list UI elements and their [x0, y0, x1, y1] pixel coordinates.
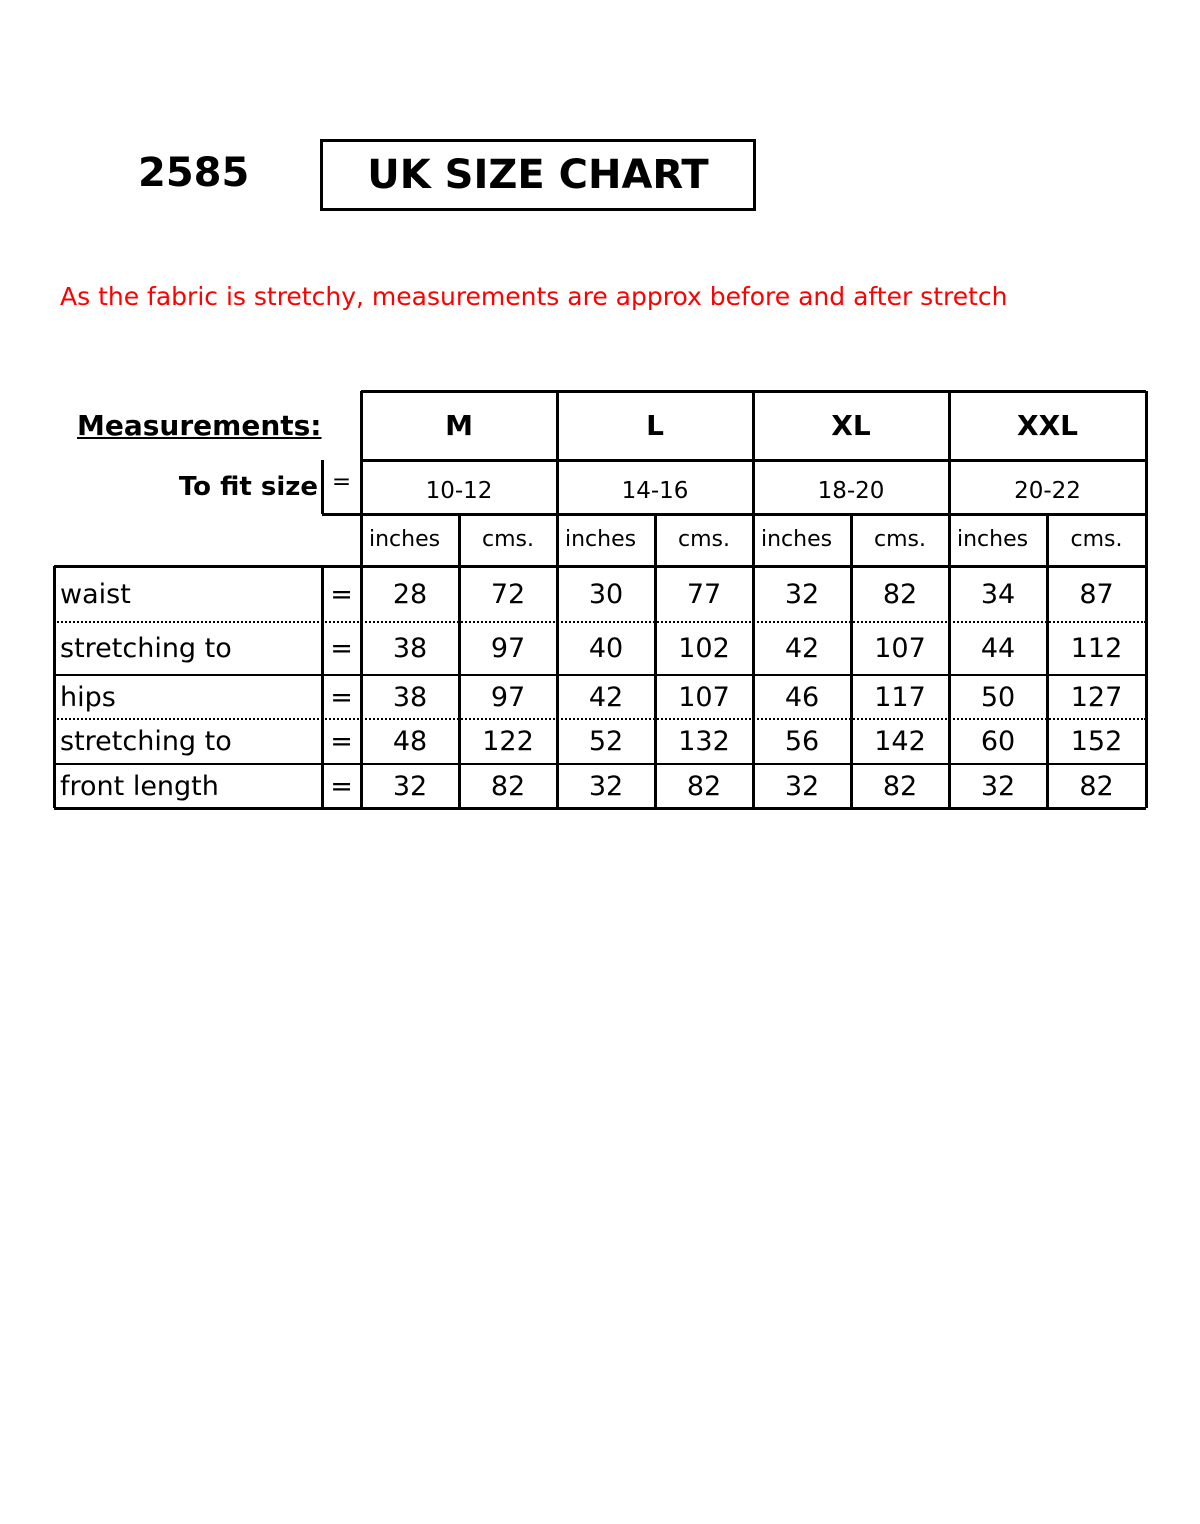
grid-line [948, 391, 951, 566]
grid-line [654, 514, 657, 566]
product-code: 2585 [138, 150, 250, 196]
row-equals: = [330, 770, 353, 802]
grid-line [654, 566, 657, 808]
unit-label: cms. [482, 527, 534, 552]
grid-line [948, 566, 951, 808]
table-cell: 82 [490, 770, 526, 802]
table-cell: 38 [392, 633, 428, 664]
table-cell: 34 [980, 578, 1016, 610]
table-cell: 32 [784, 770, 820, 802]
grid-line [54, 763, 1146, 765]
table-cell: 82 [686, 770, 722, 802]
unit-label: inches [369, 527, 441, 552]
grid-line [360, 566, 363, 808]
table-cell: 132 [678, 726, 730, 757]
table-cell: 82 [1079, 770, 1114, 802]
table-cell: 60 [980, 726, 1016, 757]
row-equals: = [330, 633, 353, 664]
table-cell: 48 [392, 726, 428, 757]
grid-line [458, 566, 461, 808]
unit-label: inches [565, 527, 637, 552]
table-cell: 122 [482, 726, 534, 757]
table-cell: 50 [980, 681, 1016, 713]
grid-line [850, 566, 853, 808]
table-cell: 42 [588, 681, 624, 713]
fit-size-label: To fit size [178, 472, 318, 502]
size-header-xl: XL [831, 408, 871, 442]
grid-line [1046, 514, 1049, 566]
grid-line [54, 718, 1146, 720]
size-header-m: M [445, 408, 473, 442]
grid-line [458, 514, 461, 566]
fit-size-xl: 18-20 [817, 477, 885, 504]
unit-label: inches [957, 527, 1029, 552]
size-header-l: L [646, 408, 664, 442]
unit-label: cms. [874, 527, 926, 552]
unit-label: cms. [678, 527, 730, 552]
row-equals: = [330, 578, 353, 610]
grid-line [1046, 566, 1049, 808]
table-cell: 56 [784, 726, 820, 757]
table-cell: 97 [490, 633, 526, 664]
unit-label: inches [761, 527, 833, 552]
grid-line [1145, 566, 1148, 808]
stretch-note: As the fabric is stretchy, measurements are approx before and after stretch [60, 282, 1008, 311]
table-cell: 40 [588, 633, 624, 664]
table-cell: 97 [490, 681, 526, 713]
grid-line [53, 566, 56, 808]
table-cell: 28 [392, 578, 428, 610]
table-cell: 127 [1070, 681, 1123, 713]
table-cell: 82 [882, 578, 918, 610]
row-label: front length [60, 770, 219, 802]
unit-label: cms. [1070, 527, 1123, 552]
grid-line [54, 807, 1146, 810]
table-cell: 44 [980, 633, 1016, 664]
row-label: waist [60, 578, 131, 610]
row-label: stretching to [60, 633, 232, 664]
table-cell: 42 [784, 633, 820, 664]
grid-line [54, 565, 1146, 568]
size-header-xxl: XXL [1016, 408, 1079, 442]
fit-size-equals: = [331, 468, 352, 495]
row-equals: = [330, 681, 353, 713]
table-cell: 46 [784, 681, 820, 713]
grid-line [556, 391, 559, 566]
grid-line [752, 566, 755, 808]
table-cell: 152 [1070, 726, 1123, 757]
table-cell: 117 [874, 681, 926, 713]
row-equals: = [330, 726, 353, 757]
grid-line [360, 391, 363, 566]
table-cell: 30 [588, 578, 624, 610]
page-title: UK SIZE CHART [320, 139, 756, 211]
table-cell: 32 [588, 770, 624, 802]
table-cell: 32 [980, 770, 1016, 802]
table-cell: 38 [392, 681, 428, 713]
grid-line [752, 391, 755, 566]
grid-line [850, 514, 853, 566]
grid-line [54, 621, 1146, 623]
grid-line [322, 513, 1146, 516]
table-cell: 82 [882, 770, 918, 802]
grid-line [321, 460, 324, 514]
table-cell: 77 [686, 578, 722, 610]
table-cell: 52 [588, 726, 624, 757]
table-cell: 72 [490, 578, 526, 610]
grid-line [556, 566, 559, 808]
fit-size-xxl: 20-22 [1014, 477, 1081, 504]
row-label: stretching to [60, 726, 232, 757]
row-label: hips [60, 681, 116, 713]
grid-line [1145, 391, 1148, 566]
grid-line [54, 674, 1146, 676]
table-cell: 112 [1070, 633, 1123, 664]
table-cell: 142 [874, 726, 926, 757]
table-cell: 32 [392, 770, 428, 802]
table-cell: 102 [678, 633, 730, 664]
table-cell: 32 [784, 578, 820, 610]
fit-size-l: 14-16 [621, 477, 689, 504]
table-cell: 107 [874, 633, 926, 664]
table-cell: 87 [1079, 578, 1114, 610]
fit-size-m: 10-12 [425, 477, 493, 504]
measurements-label: Measurements: [77, 408, 322, 442]
grid-line [321, 566, 324, 808]
table-cell: 107 [678, 681, 730, 713]
